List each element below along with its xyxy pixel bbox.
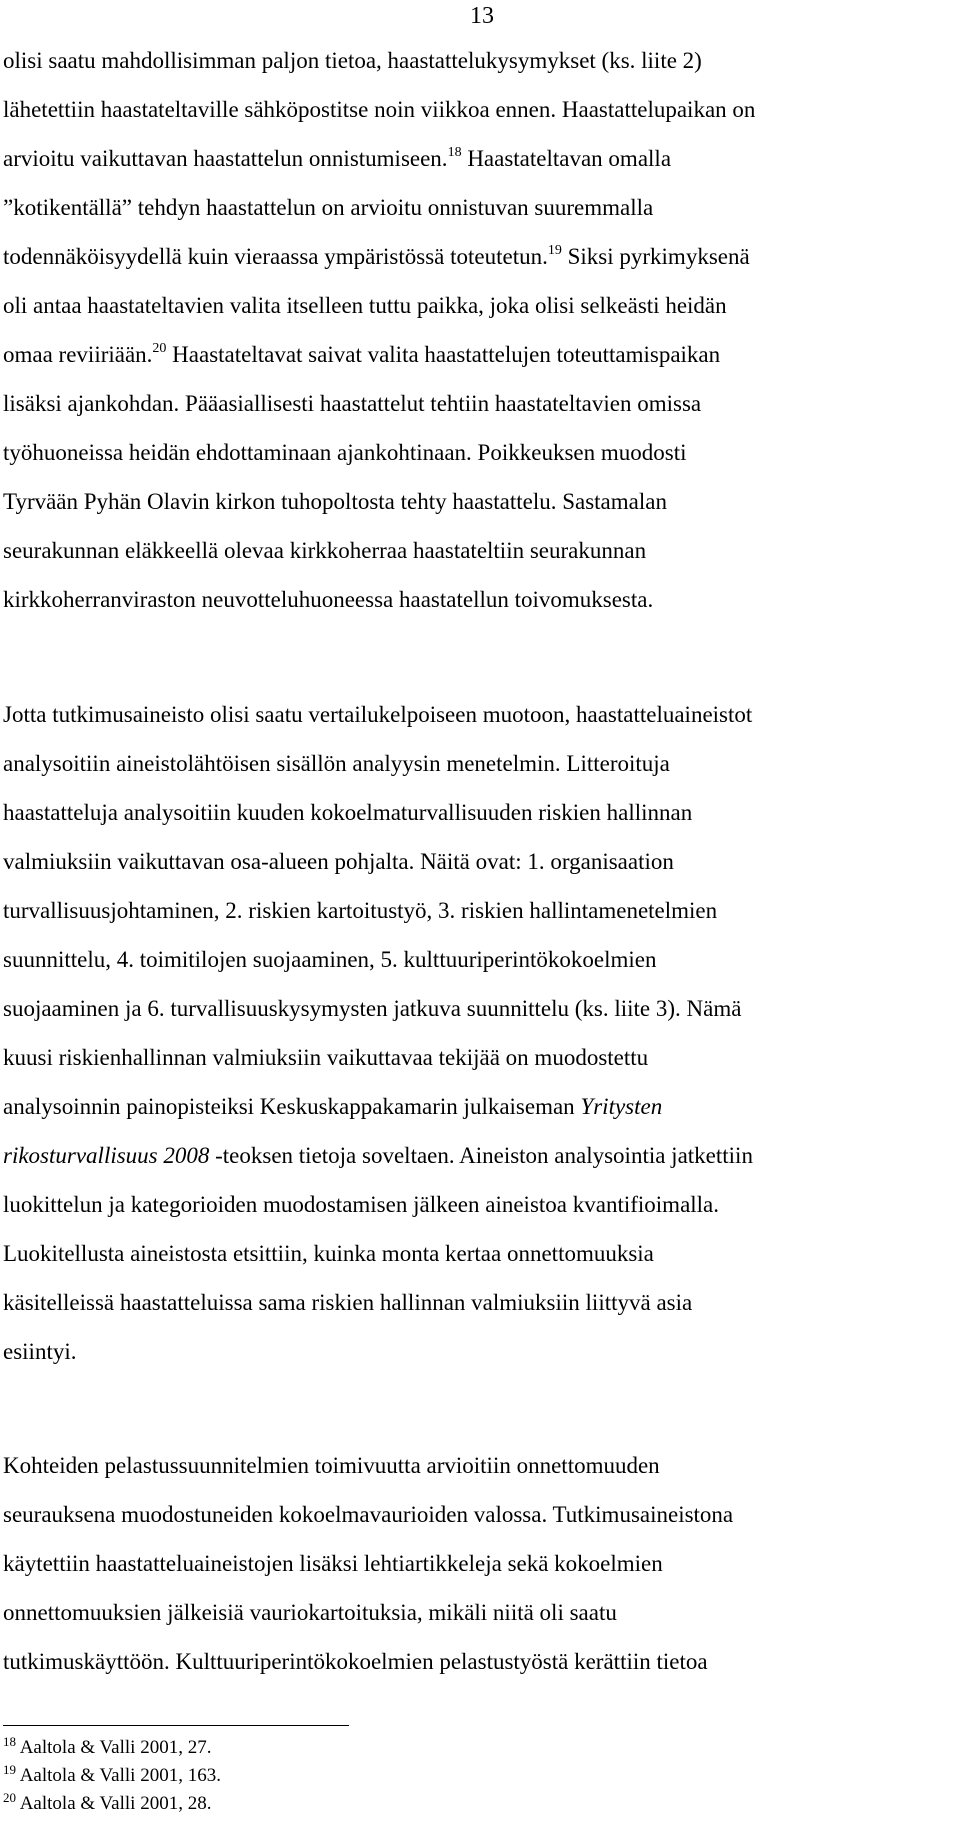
text-line: työhuoneissa heidän ehdottaminaan ajankohtinaan. Poikkeuksen muodosti: [3, 440, 687, 465]
text-line: suojaaminen ja 6. turvallisuuskysymysten jatkuva suunnittelu (ks. liite 3). Nämä: [3, 996, 742, 1021]
text-line: lähetettiin haastateltaville sähköpostitse noin viikkoa ennen. Haastattelupaikan on: [3, 97, 756, 122]
text-line: omaa reviiriään.$^{20}$ Haastateltavat saivat valita haastattelujen toteuttamispaikan: [3, 341, 721, 367]
footnote-ref-20[interactable]: 20: [152, 341, 167, 356]
text-line: tutkimuskäyttöön. Kulttuuriperintökokoelmien pelastustyöstä kerättiin tietoa: [3, 1649, 708, 1674]
text-line: todennäköisyydellä kuin vieraassa ympäristössä toteutetun.$^{19}$ Siksi pyrkimyksenä: [3, 243, 750, 269]
footnote-ref-18[interactable]: 18: [447, 145, 462, 160]
text-line: onnettomuuksien jälkeisiä vauriokartoituksia, mikäli niitä oli saatu: [3, 1600, 617, 1625]
text-line: lisäksi ajankohdan. Pääasiallisesti haastattelut tehtiin haastateltavien omissa: [3, 391, 702, 416]
text-line: haastatteluja analysoitiin kuuden kokoelmaturvallisuuden riskien hallinnan: [3, 800, 693, 825]
page-number: 13: [470, 3, 494, 29]
text-line: kuusi riskienhallinnan valmiuksiin vaikuttavaa tekijää on muodostettu: [3, 1045, 649, 1070]
book-title: rikosturvallisuus 2008: [3, 1143, 210, 1168]
text-line: Luokitellusta aineistosta etsittiin, kuinka monta kertaa onnettomuuksia: [3, 1241, 654, 1266]
text-line: luokittelun ja kategorioiden muodostamisen jälkeen aineistoa kvantifioimalla.: [3, 1192, 720, 1217]
text-line: Jotta tutkimusaineisto olisi saatu vertailukelpoiseen muotoon, haastatteluaineistot: [3, 702, 753, 727]
text-line: seurauksena muodostuneiden kokoelmavaurioiden valossa. Tutkimusaineistona: [3, 1502, 734, 1527]
footnote: $^{20}$ Aaltola & Valli 2001, 28.: [3, 1790, 212, 1814]
text-line: rikosturvallisuus 2008 -teoksen tietoja soveltaen. Aineiston analysointia jatkettiin: [3, 1143, 753, 1168]
text-line: analysoinnin painopisteiksi Keskuskappakamarin julkaiseman Yritysten: [3, 1094, 663, 1119]
text-line: valmiuksiin vaikuttavan osa-alueen pohjalta. Näitä ovat: 1. organisaation: [3, 849, 674, 874]
text-line: olisi saatu mahdollisimman paljon tietoa, haastattelukysymykset (ks. liite 2): [3, 48, 702, 73]
footnote-ref-19[interactable]: 19: [547, 243, 562, 258]
text-line: käytettiin haastatteluaineistojen lisäksi lehtiartikkeleja sekä kokoelmien: [3, 1551, 663, 1576]
text-line: oli antaa haastateltavien valita itselleen tuttu paikka, joka olisi selkeästi heidän: [3, 293, 727, 318]
text-line: analysoitiin aineistolähtöisen sisällön analyysin menetelmin. Litteroituja: [3, 751, 670, 776]
footnote: $^{18}$ Aaltola & Valli 2001, 27.: [3, 1734, 212, 1758]
text-line: ”kotikentällä” tehdyn haastattelun on arvioitu onnistuvan suuremmalla: [3, 195, 654, 220]
footnote: $^{19}$ Aaltola & Valli 2001, 163.: [3, 1762, 221, 1786]
text-line: Kohteiden pelastussuunnitelmien toimivuutta arvioitiin onnettomuuden: [3, 1453, 660, 1478]
text-line: arvioitu vaikuttavan haastattelun onnistumiseen.$^{18}$ Haastateltavan omalla: [3, 145, 672, 171]
text-line: käsitelleissä haastatteluissa sama riskien hallinnan valmiuksiin liittyvä asia: [3, 1290, 693, 1315]
footnote-separator: [3, 1725, 349, 1726]
text-line: kirkkoherranviraston neuvotteluhuoneessa haastatellun toivomuksesta.: [3, 587, 654, 612]
text-line: turvallisuusjohtaminen, 2. riskien kartoitustyö, 3. riskien hallintamenetelmien: [3, 898, 718, 923]
text-line: suunnittelu, 4. toimitilojen suojaaminen, 5. kulttuuriperintökokoelmien: [3, 947, 657, 972]
text-line: esiintyi.: [3, 1339, 77, 1364]
text-line: seurakunnan eläkkeellä olevaa kirkkoherraa haastateltiin seurakunnan: [3, 538, 647, 563]
book-title: Yritysten: [580, 1094, 663, 1119]
text-line: Tyrvään Pyhän Olavin kirkon tuhopoltosta tehty haastattelu. Sastamalan: [3, 489, 667, 514]
